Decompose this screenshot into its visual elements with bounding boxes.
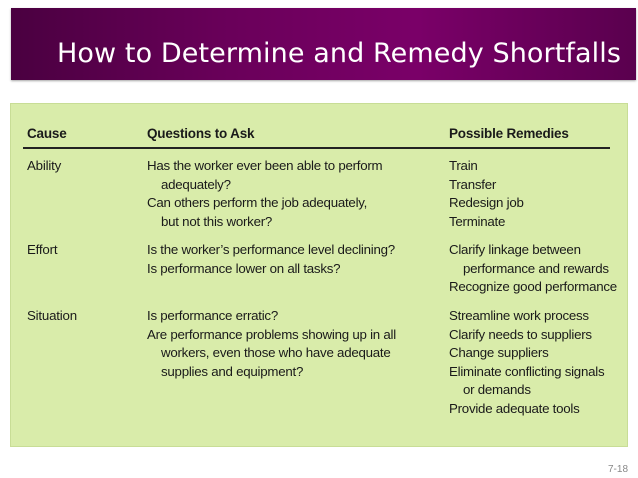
question-line: Can others perform the job adequately, [147, 195, 368, 211]
cause-situation: Situation [27, 308, 77, 323]
question-line: supplies and equipment? [161, 363, 304, 379]
question-line: adequately? [161, 176, 231, 192]
cause-ability: Ability [27, 158, 62, 173]
question-line: Is the worker’s performance level declining? [147, 242, 395, 257]
remedy-line: Transfer [449, 176, 497, 192]
question-line: but not this worker? [161, 213, 273, 229]
remedy-line: Clarify linkage between [449, 242, 581, 257]
title-bar [11, 8, 636, 80]
remedy-line: Streamline work process [449, 308, 589, 323]
header-questions: Questions to Ask [147, 126, 255, 141]
page-number: 7-18 [607, 464, 628, 475]
remedy-line: Train [449, 158, 478, 173]
header-cause: Cause [27, 126, 67, 141]
cause-effort: Effort [27, 242, 58, 257]
remedy-line: Recognize good performance [449, 279, 617, 295]
remedy-line: Redesign job [449, 195, 524, 211]
question-line: Is performance lower on all tasks? [147, 260, 341, 276]
question-line: workers, even those who have adequate [161, 345, 391, 361]
question-line: Are performance problems showing up in all [147, 326, 396, 342]
remedy-line: Provide adequate tools [449, 401, 580, 416]
header-remedies: Possible Remedies [449, 126, 569, 141]
remedy-line: Eliminate conflicting signals [449, 363, 605, 379]
remedy-line: performance and rewards [463, 260, 609, 276]
question-line: Is performance erratic? [147, 308, 278, 323]
remedy-line: Terminate [449, 213, 506, 229]
remedy-line: or demands [463, 382, 531, 398]
slide-title: How to Determine and Remedy Shortfalls [57, 38, 622, 69]
remedy-line: Change suppliers [449, 345, 549, 361]
question-line: Has the worker ever been able to perform [147, 158, 383, 173]
header-rule [23, 147, 610, 149]
remedy-line: Clarify needs to suppliers [449, 326, 592, 342]
